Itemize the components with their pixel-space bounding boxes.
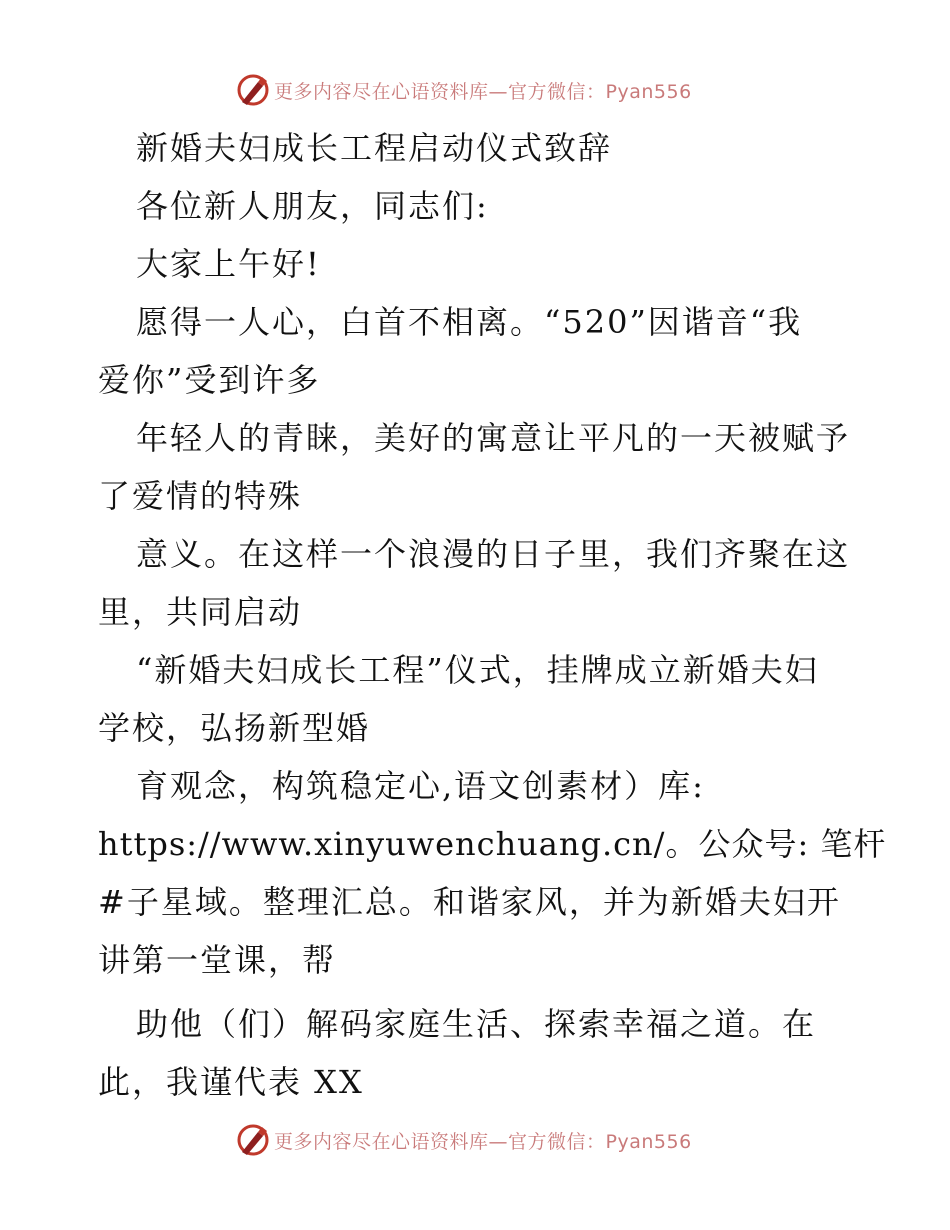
body-line: #子星域。整理汇总。和谐家风，并为新婚夫妇开 bbox=[98, 883, 841, 921]
header-banner bbox=[236, 72, 692, 108]
body-line: 了爱情的特殊 bbox=[98, 477, 303, 515]
footer-banner-text: 更多内容尽在心语资料库—官方微信：Pyan556 bbox=[274, 1130, 692, 1153]
body-line: 此，我谨代表 XX bbox=[98, 1063, 364, 1101]
body-line: 各位新人朋友，同志们: bbox=[136, 187, 489, 225]
body-line: 讲第一堂课，帮 bbox=[98, 941, 337, 979]
footer-banner bbox=[236, 1122, 692, 1158]
body-line: “新婚夫妇成长工程”仪式，挂牌成立新婚夫妇 bbox=[136, 651, 819, 689]
body-line: 大家上午好! bbox=[136, 245, 321, 283]
body-line: 年轻人的青睐，美好的寓意让平凡的一天被赋予 bbox=[136, 419, 851, 457]
body-line: 里，共同启动 bbox=[98, 593, 303, 631]
body-line: 育观念，构筑稳定心,语文创素材）库: bbox=[136, 767, 705, 805]
logo-pen-icon bbox=[236, 1123, 270, 1157]
logo-pen-icon bbox=[236, 73, 270, 107]
body-line: 学校，弘扬新型婚 bbox=[98, 709, 371, 747]
body-line: 爱你”受到许多 bbox=[98, 361, 321, 399]
header-banner-text: 更多内容尽在心语资料库—官方微信：Pyan556 bbox=[274, 80, 692, 103]
body-line: 意义。在这样一个浪漫的日子里，我们齐聚在这 bbox=[136, 535, 851, 573]
body-line: 愿得一人心，白首不相离。“520”因谐音“我 bbox=[136, 303, 803, 341]
document-title: 新婚夫妇成长工程启动仪式致辞 bbox=[136, 129, 613, 167]
body-line: 助他（们）解码家庭生活、探索幸福之道。在 bbox=[136, 1005, 817, 1043]
body-line: https://www.xinyuwenchuang.cn/。公众号: 笔杆 bbox=[98, 825, 887, 863]
